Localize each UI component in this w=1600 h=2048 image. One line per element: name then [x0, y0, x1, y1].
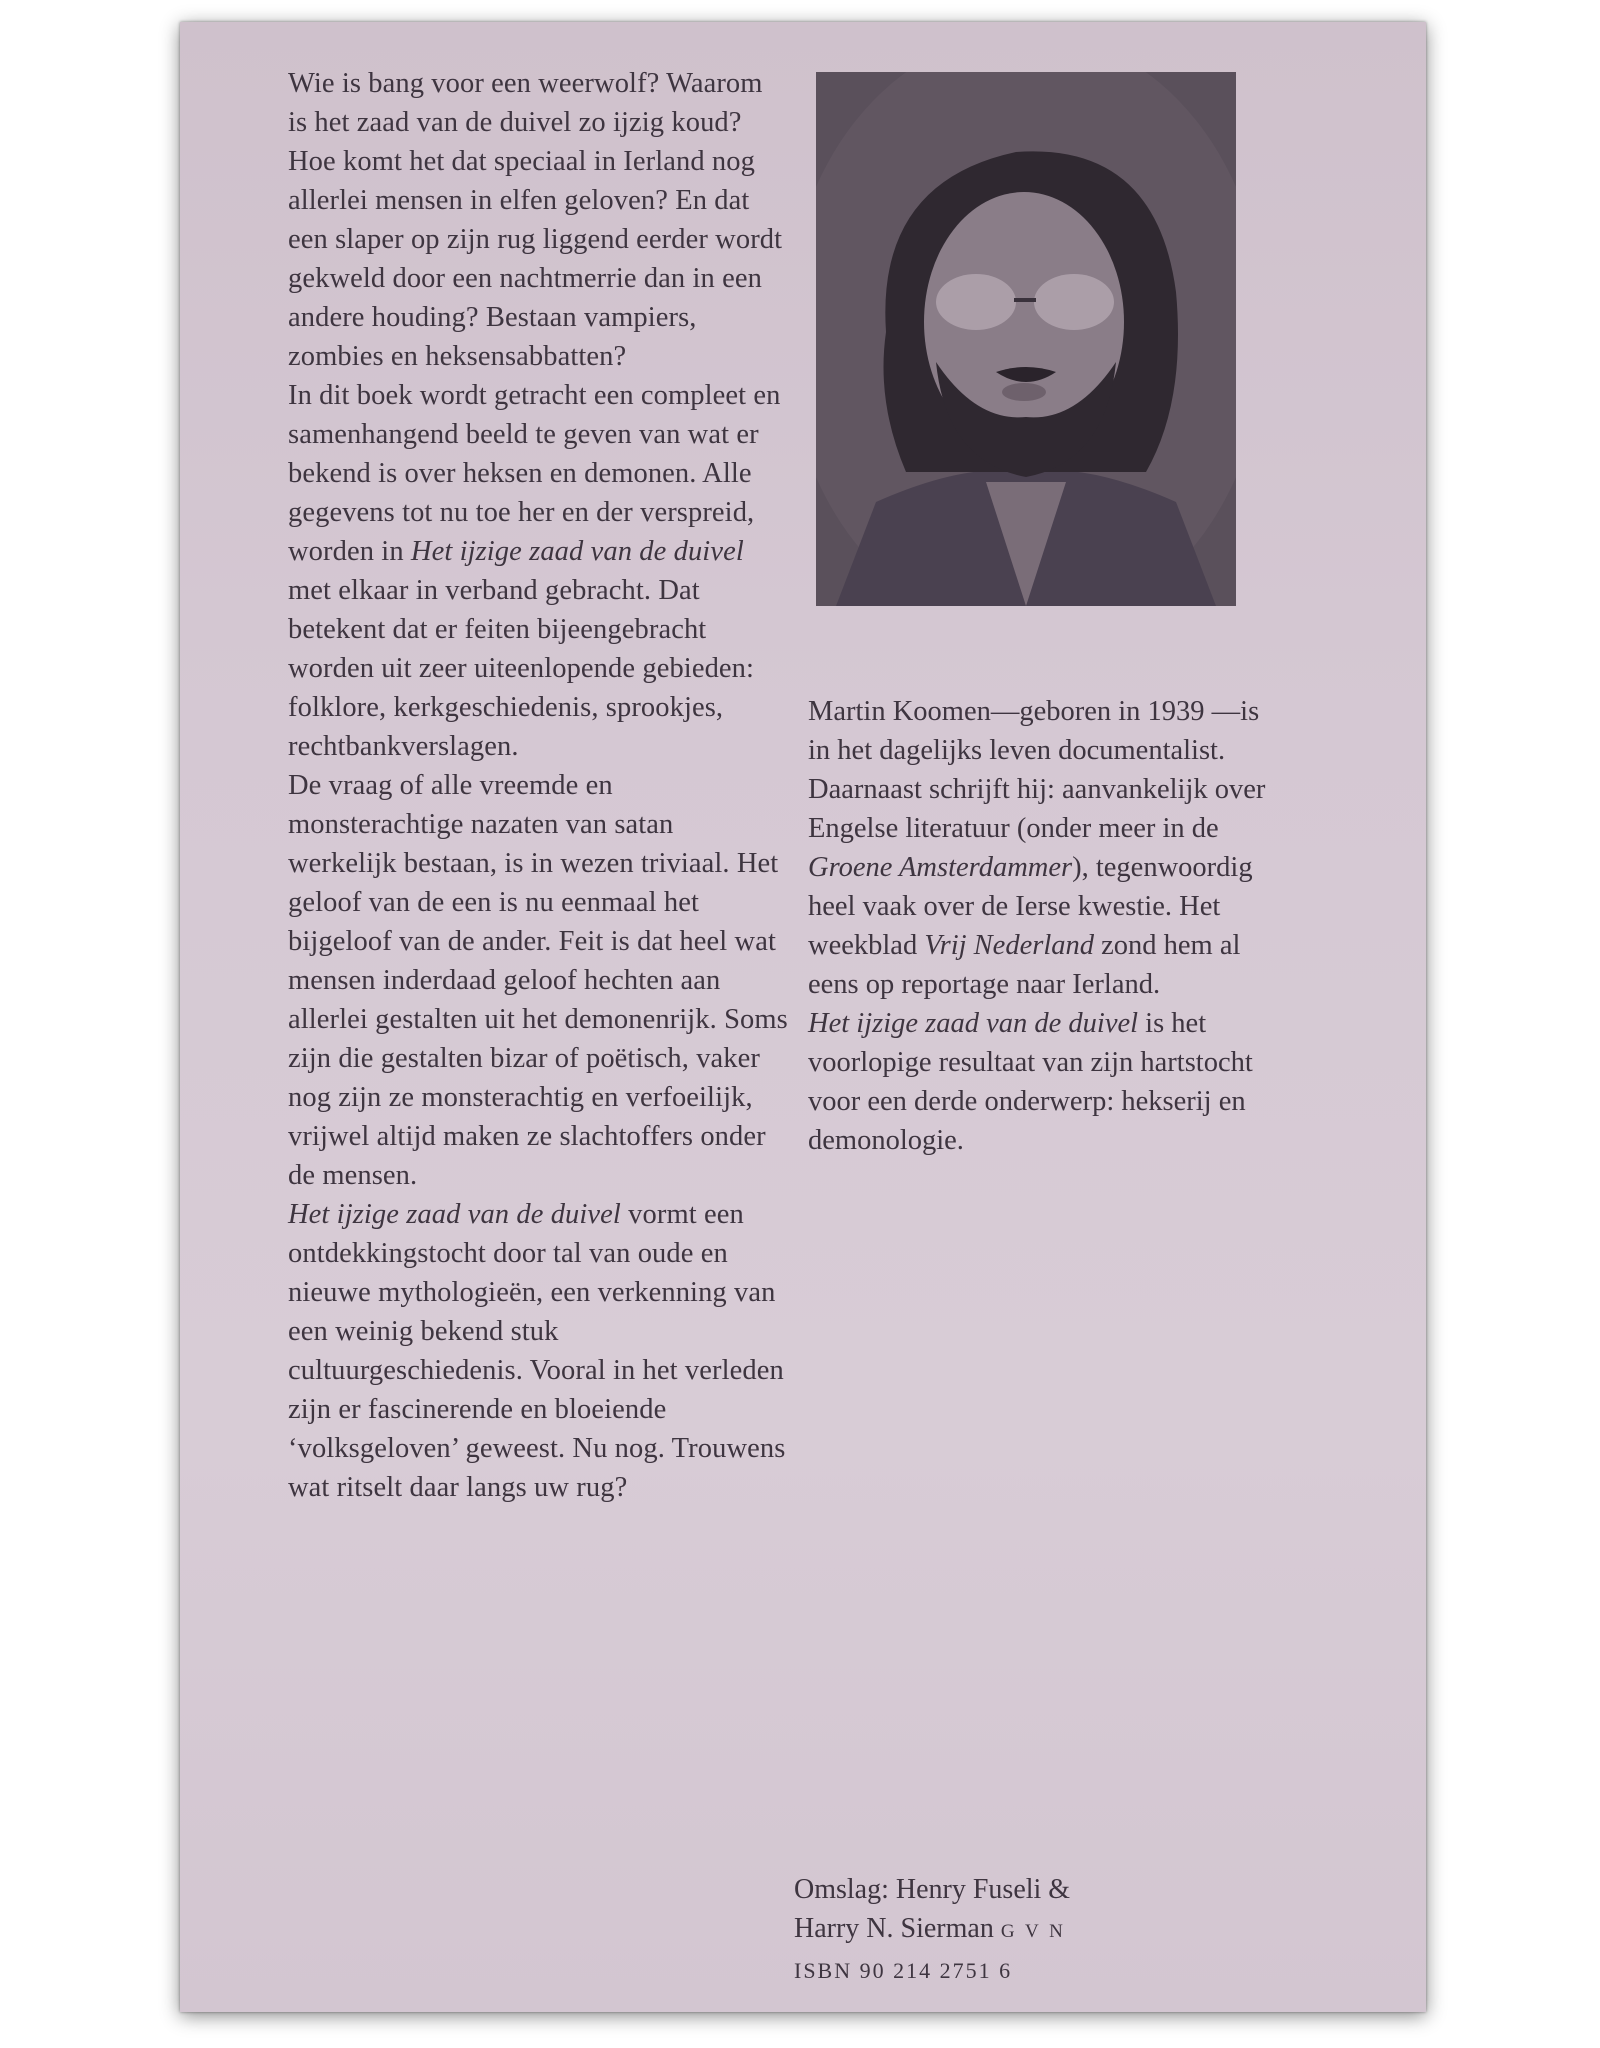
- cover-credit-line: [794, 1909, 1214, 1951]
- cover-credits: [794, 1870, 1214, 1990]
- blurb-text: In dit boek wordt getracht een compleet en samenhangend beeld te geven van wat er bekend is over heksen en demonen. Alle gegevens tot nu toe her en der verspreid, worden in: [288, 380, 781, 567]
- book-title-italic: Het ijzige zaad van de duivel: [808, 1008, 1139, 1039]
- bio-text: Martin Koomen—geboren in 1939 —is in het dagelijks leven documentalist. Daarnaast schrijft hij: aanvankelijk over Engelse literatuur (onder meer in de: [808, 696, 1266, 844]
- author-bio-paragraph: [808, 692, 1278, 1004]
- blurb-paragraph: [288, 1195, 788, 1507]
- blurb-column: [288, 64, 788, 1507]
- cover-credit-line: Omslag: Henry Fuseli &: [794, 1874, 1071, 1905]
- author-bio-paragraph: [808, 1004, 1278, 1160]
- blurb-paragraph: De vraag of alle vreemde en monsterachtige nazaten van satan werkelijk bestaan, is in wezen triviaal. Het geloof van de een is nu eenmaal het bijgeloof van de ander. Feit is dat heel wat mensen inderdaad geloof hechten aan allerlei gestalten uit het demonenrijk. Soms zijn die gestalten bizar of poëtisch, vaker nog zijn ze monsterachtig en verfoeilijk, vrijwel altijd maken ze slachtoffers onder de mensen.: [288, 770, 788, 1191]
- blurb-text: met elkaar in verband gebracht. Dat betekent dat er feiten bijeengebracht worden uit zeer uiteenlopende gebieden: folklore, kerkgeschiedenis, sprookjes, rechtbankverslagen.: [288, 575, 755, 762]
- author-photo: [816, 72, 1236, 606]
- blurb-paragraph: [288, 376, 788, 766]
- blurb-paragraph: Wie is bang voor een weerwolf? Waarom is het zaad van de duivel zo ijzig koud? Hoe komt het dat speciaal in Ierland nog allerlei mensen in elfen geloven? En dat een slaper op zijn rug liggend eerder wordt gekweld door een nachtmerrie dan in een andere houding? Bestaan vampiers, zombies en heksensabbatten?: [288, 68, 783, 372]
- isbn-number: ISBN 90 214 2751 6: [794, 1958, 1013, 1983]
- author-bio-column: [808, 692, 1278, 1160]
- bio-text: zond hem al eens op reportage naar Ierland.: [808, 930, 1241, 1000]
- bio-text: ), tegenwoordig heel vaak over de Ierse kwestie. Het weekblad: [808, 852, 1253, 961]
- bio-text: is het voorlopige resultaat van zijn hartstocht voor een derde onderwerp: hekserij en demonologie.: [808, 1008, 1253, 1156]
- magazine-title-italic: Groene Amsterdammer: [808, 852, 1073, 883]
- designer-name: Harry N. Sierman: [794, 1913, 994, 1944]
- blurb-text: vormt een ontdekkingstocht door tal van oude en nieuwe mythologieën, een verkenning van een weinig bekend stuk cultuurgeschiedenis. Vooral in het verleden zijn er fascinerende en bloeiende ‘volksgeloven’ geweest. Nu nog. Trouwens wat ritselt daar langs uw rug?: [288, 1199, 786, 1503]
- magazine-title-italic: Vrij Nederland: [924, 930, 1094, 961]
- book-title-italic: Het ijzige zaad van de duivel: [410, 536, 744, 567]
- book-title-italic: Het ijzige zaad van de duivel: [288, 1199, 621, 1230]
- author-portrait-image: [816, 72, 1236, 606]
- publisher-mark: G V N: [1000, 1921, 1066, 1942]
- book-back-cover: [180, 22, 1426, 2012]
